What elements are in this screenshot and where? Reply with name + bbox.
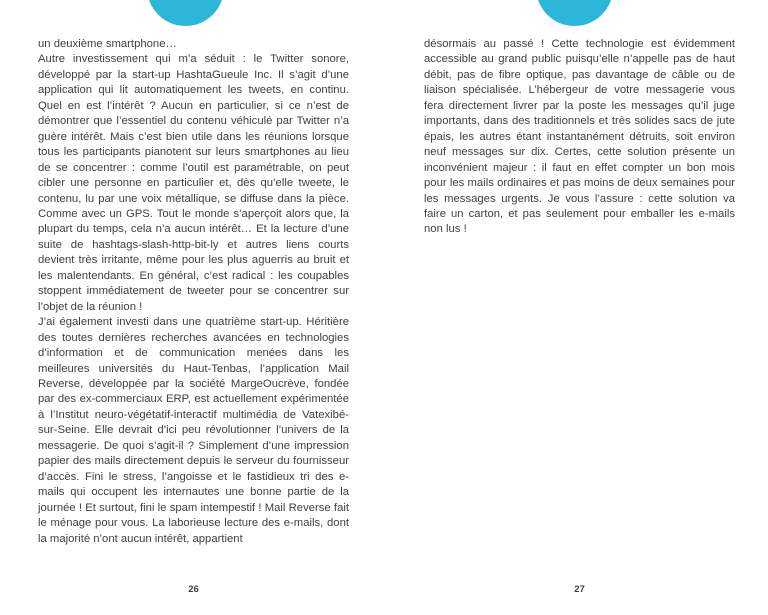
paragraph-mail-reverse: J’ai également investi dans une quatrième start-up. Héritière des toutes dernières recherches avancées en technologies d’information et de communication menées dans les meilleures universités du Haut-Tenbas, l’application Mail Reverse, développée par la société MargeOucrève, fondée par des ex-commerciaux ERP, est actuellement expérimentée à l’Institut neuro-végétatif-interactif multimédia de Vatexibé-sur-Seine. Elle devrait d’ici peu révolutionner l’univers de la messagerie. De quoi s’agit-il ? Simplement d’une impression papier des mails directement depuis le serveur du fournisseur d’accès. Fini le stress, l’angoisse et le fastidieux tri des e-mails qui occupent les internautes une bonne partie de la journée ! Et surtout, fini le spam intempestif ! Mail Reverse fait le ménage pour vous. La laborieuse lecture des e-mails, dont la majorité n’ont aucun intérêt, appartient bbox=[38, 316, 349, 545]
paragraph-mail-reverse-suite: désormais au passé ! Cette technologie est évidemment accessible au grand public puisqu’elle n’appelle pas de haut débit, pas de fibre optique, pas davantage de câble ou de liaison spécialisée. L’hébergeur de votre messagerie vous fera directement livrer par la poste les messages qu’il juge importants, dans des traditionnels et très solides sacs de jute épais, les autres étant instantanément détruits, soit environ neuf messages sur dix. Certes, cette solution présente un inconvénient majeur : il faut en effet compter un bon mois pour les mails ordinaires et pas moins de deux semaines pour les messages urgents. Je vous l’assure : cette solution va faire un carton, et pas seulement pour emballer les e-mails non lus ! bbox=[424, 38, 735, 236]
paragraph-continuation: un deuxième smartphone… bbox=[38, 38, 177, 50]
left-page-text-column bbox=[38, 37, 349, 547]
decorative-circle-right bbox=[536, 0, 613, 26]
decorative-circle-left bbox=[147, 0, 224, 26]
right-page-text-column bbox=[424, 37, 735, 238]
page-number-left: 26 bbox=[188, 584, 199, 595]
page-number-right: 27 bbox=[574, 584, 585, 595]
paragraph-twitter-sonore: Autre investissement qui m’a séduit : le Twitter sonore, développé par la start-up HashtaGueule Inc. Il s’agit d’une application qui lit automatiquement les tweets, en continu. Quel en est l’intérêt ? Aucun en particulier, si ce n’est de démontrer que l’essentiel du contenu véhiculé par Twitter n’a guère intérêt. Mais c’est bien utile dans les réunions lorsque tous les participants pianotent sur leurs smartphones au lieu de se concentrer : comme l’outil est paramétrable, on peut cibler une personne en particulier et, dès qu’elle tweete, le contenu, lu par une voix métallique, se diffuse dans la pièce. Comme avec un GPS. Tout le monde s’aperçoit alors que, la plupart du temps, cela n’a aucun intérêt… Et la lecture d’une suite de hashtags-slash-http-bit-ly et autres liens courts devient très irritante, même pour les plus aguerris au bruit et les malentendants. En général, c’est radical : les coupables stoppent immédiatement de tweeter pour se concentrer sur l’objet de la réunion ! bbox=[38, 53, 349, 313]
